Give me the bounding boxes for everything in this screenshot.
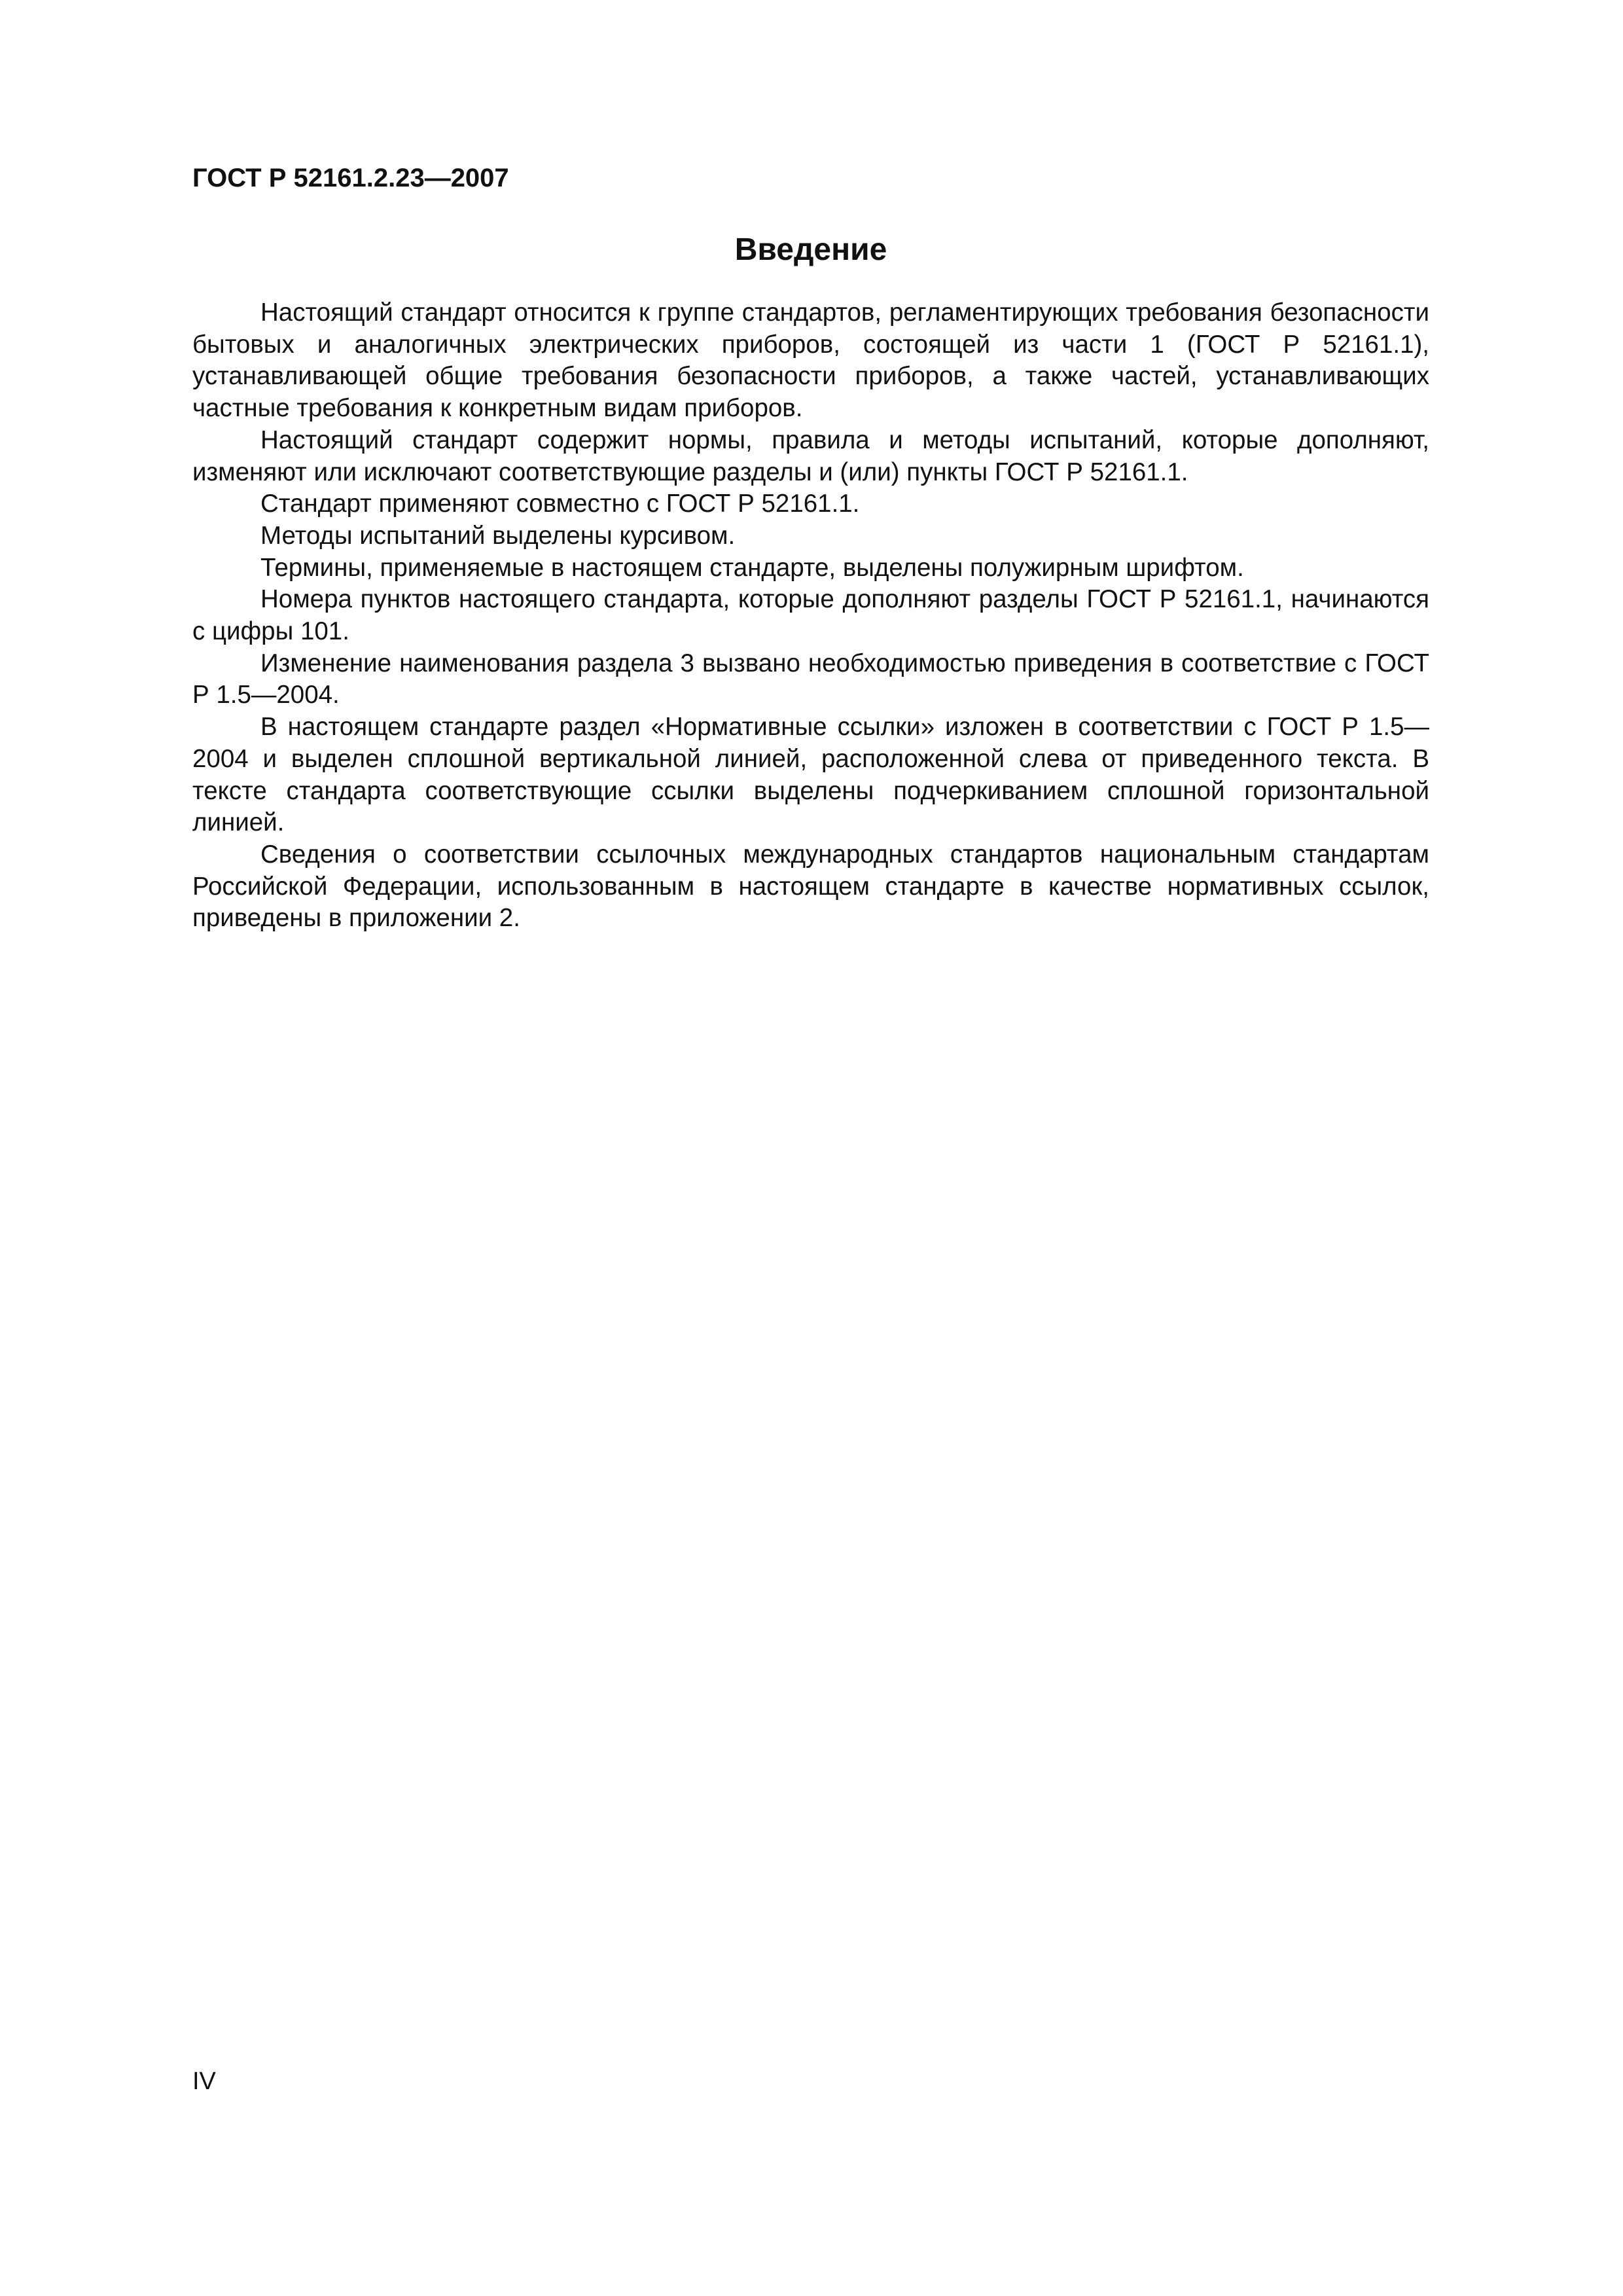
paragraph-normative-references: В настоящем стандарте раздел «Нормативные ссылки» изложен в соответствии с ГОСТ Р 1.5—2004 и выделен сплошной вертикальной линией, расположенной слева от приведенного текста. В тексте стандарта соответствующие ссылки выделены подчеркиванием сплошной горизонтальной линией. [192, 713, 1429, 837]
paragraph-terms: Термины, применяемые в настоящем стандарте, выделены полужирным шрифтом. [260, 553, 1244, 582]
paragraph-joint-use: Стандарт применяют совместно с ГОСТ Р 52161.1. [260, 490, 860, 518]
paragraph-test-methods: Методы испытаний выделены курсивом. [260, 521, 736, 550]
page-number: IV [192, 2068, 216, 2095]
section-title: Введение [734, 232, 887, 267]
paragraph-numbering: Номера пунктов настоящего стандарта, которые дополняют разделы ГОСТ Р 52161.1, начинаются с цифры 101. [192, 585, 1429, 646]
paragraph-content: Настоящий стандарт содержит нормы, правила и методы испытаний, которые дополняют, изменяют или исключают соответствующие разделы и (или) пункты ГОСТ Р 52161.1. [192, 425, 1429, 486]
document-identifier: ГОСТ Р 52161.2.23—2007 [192, 164, 509, 192]
paragraph-annex-info: Сведения о соответствии ссылочных международных стандартов национальным стандартам Российской Федерации, использованным в настоящем стандарте в качестве нормативных ссылок, приведены в приложении 2. [192, 840, 1429, 933]
introduction-body [192, 297, 1429, 935]
paragraph-section-rename: Изменение наименования раздела 3 вызвано необходимостью приведения в соответствие с ГОСТ Р 1.5—2004. [192, 649, 1429, 709]
paragraph-scope: Настоящий стандарт относится к группе стандартов, регламентирующих требования безопасности бытовых и аналогичных электрических приборов, состоящей из части 1 (ГОСТ Р 52161.1), устанавливающей общие требования безопасности приборов, а также частей, устанавливающих частные требования к конкретным видам приборов. [192, 298, 1429, 423]
